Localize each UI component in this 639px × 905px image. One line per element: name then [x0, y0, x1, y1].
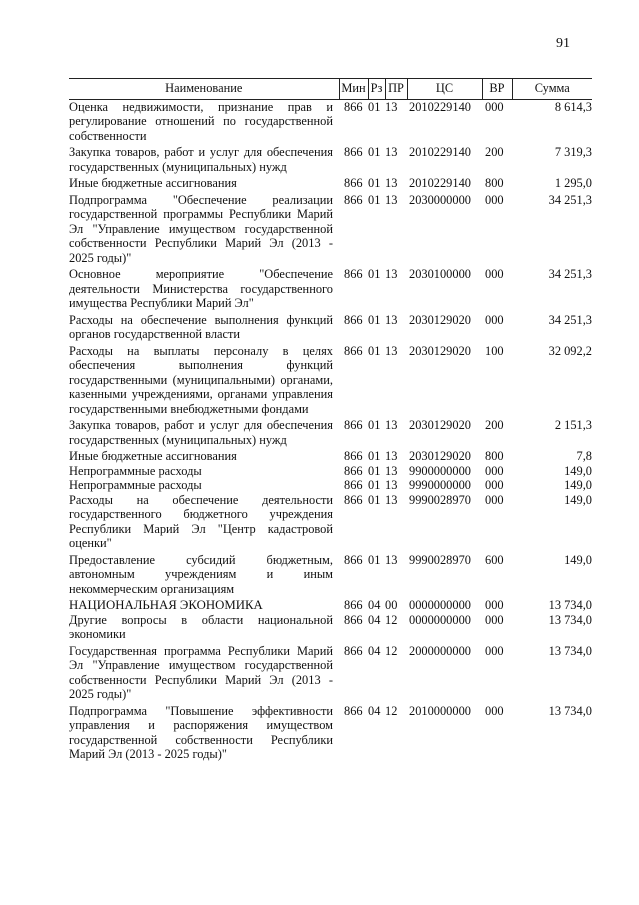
- row-min: 866: [344, 598, 363, 612]
- row-pr: 00: [385, 598, 398, 612]
- row-min: 866: [344, 176, 363, 190]
- row-cs: 2010229140: [409, 145, 471, 159]
- row-pr: 13: [385, 176, 398, 190]
- table-row: [69, 644, 592, 704]
- table-row: [69, 145, 592, 176]
- row-rz: 01: [368, 99, 381, 114]
- row-rz: 01: [368, 418, 381, 432]
- row-vr: 200: [485, 145, 504, 159]
- row-vr: 000: [485, 703, 504, 718]
- row-cs: 2030129020: [409, 312, 471, 327]
- row-name: Закупка товаров, работ и услуг для обеспечения государственных (муниципальных) нужд: [69, 145, 333, 174]
- row-pr: 13: [385, 312, 398, 327]
- row-cs: 2010229140: [409, 99, 471, 114]
- row-cs: 2030129020: [409, 418, 471, 432]
- row-rz: 04: [368, 598, 381, 612]
- row-sum: 149,0: [564, 552, 592, 567]
- row-vr: 000: [485, 492, 504, 507]
- row-rz: 01: [368, 343, 381, 358]
- row-sum: 8 614,3: [554, 99, 592, 114]
- table-header-row: [69, 79, 592, 100]
- row-pr: 13: [385, 99, 398, 114]
- row-pr: 13: [385, 463, 398, 478]
- row-sum: 13 734,0: [548, 643, 592, 658]
- row-rz: 01: [368, 145, 381, 159]
- header-cs: ЦС: [407, 79, 482, 100]
- row-vr: 800: [485, 176, 504, 190]
- row-vr: 600: [485, 552, 504, 567]
- row-name: Государственная программа Республики Марий Эл "Управление имуществом государственной собственности Республики Марий Эл (2013 - 2025 годы)": [69, 643, 333, 701]
- row-vr: 000: [485, 312, 504, 327]
- row-name: Закупка товаров, работ и услуг для обеспечения государственных (муниципальных) нужд: [69, 418, 333, 447]
- row-pr: 13: [385, 478, 398, 492]
- row-rz: 01: [368, 312, 381, 327]
- row-name: Другие вопросы в области национальной экономики: [69, 612, 333, 641]
- row-sum: 7 319,3: [554, 145, 592, 159]
- row-name: НАЦИОНАЛЬНАЯ ЭКОНОМИКА: [69, 598, 263, 612]
- row-name: Непрограммные расходы: [69, 463, 202, 478]
- row-cs: 2010000000: [409, 703, 471, 718]
- row-min: 866: [344, 312, 363, 327]
- row-cs: 2010229140: [409, 176, 471, 190]
- row-vr: 000: [485, 99, 504, 114]
- row-cs: 2030100000: [409, 267, 471, 281]
- row-min: 866: [344, 478, 363, 492]
- budget-table: [69, 78, 592, 762]
- row-vr: 000: [485, 478, 504, 492]
- row-pr: 13: [385, 267, 398, 281]
- row-sum: 34 251,3: [548, 312, 592, 327]
- row-sum: 13 734,0: [548, 703, 592, 718]
- row-sum: 2 151,3: [554, 418, 592, 432]
- row-min: 866: [344, 418, 363, 432]
- row-cs: 0000000000: [409, 598, 471, 612]
- row-vr: 200: [485, 418, 504, 432]
- row-cs: 9990028970: [409, 492, 471, 507]
- row-min: 866: [344, 343, 363, 358]
- row-rz: 01: [368, 492, 381, 507]
- row-name: Иные бюджетные ассигнования: [69, 176, 237, 190]
- table-row: [69, 493, 592, 553]
- row-rz: 01: [368, 192, 381, 207]
- header-name: Наименование: [69, 79, 339, 100]
- row-min: 866: [344, 449, 363, 463]
- table-row: [69, 478, 592, 493]
- header-pr: ПР: [385, 79, 407, 100]
- table-row: [69, 344, 592, 419]
- table-row: [69, 313, 592, 344]
- row-cs: 2000000000: [409, 643, 471, 658]
- row-vr: 000: [485, 267, 504, 281]
- header-min: Мин: [339, 79, 368, 100]
- row-rz: 04: [368, 643, 381, 658]
- row-vr: 800: [485, 449, 504, 463]
- table-row: [69, 193, 592, 268]
- row-rz: 01: [368, 267, 381, 281]
- row-pr: 13: [385, 192, 398, 207]
- row-name: Подпрограмма "Обеспечение реализации государственной программы Республики Марий Эл "Управление имуществом государственной собственности Республики Марий Эл (2013 - 2025 годы)": [69, 192, 333, 265]
- header-vr: ВР: [482, 79, 512, 100]
- row-vr: 000: [485, 643, 504, 658]
- row-cs: 9900000000: [409, 463, 471, 478]
- row-cs: 0000000000: [409, 612, 471, 627]
- row-vr: 000: [485, 598, 504, 612]
- row-pr: 13: [385, 145, 398, 159]
- row-min: 866: [344, 643, 363, 658]
- row-min: 866: [344, 552, 363, 567]
- table-row: [69, 598, 592, 613]
- row-name: Расходы на выплаты персоналу в целях обеспечения выполнения функций государственными (муниципальными) органами, казенными учреждениями, органами управления государственными внебюджетными фондами: [69, 343, 333, 416]
- row-rz: 04: [368, 612, 381, 627]
- row-cs: 9990028970: [409, 552, 471, 567]
- header-rz: Рз: [368, 79, 385, 100]
- row-name: Предоставление субсидий бюджетным, автономным учреждениям и иным некоммерческим организациям: [69, 552, 333, 596]
- table-row: [69, 613, 592, 644]
- table-row: [69, 553, 592, 599]
- row-cs: 2030129020: [409, 449, 471, 463]
- row-min: 866: [344, 612, 363, 627]
- row-sum: 149,0: [564, 492, 592, 507]
- row-name: Непрограммные расходы: [69, 478, 202, 492]
- row-name: Иные бюджетные ассигнования: [69, 449, 237, 463]
- row-sum: 32 092,2: [548, 343, 592, 358]
- row-sum: 149,0: [564, 478, 592, 492]
- header-sum: Сумма: [512, 79, 592, 100]
- table-row: [69, 267, 592, 313]
- table-body: [69, 99, 592, 762]
- row-name: Оценка недвижимости, признание прав и регулирование отношений по государственной собственности: [69, 99, 333, 143]
- row-min: 866: [344, 145, 363, 159]
- row-rz: 04: [368, 703, 381, 718]
- row-pr: 13: [385, 552, 398, 567]
- row-rz: 01: [368, 478, 381, 492]
- row-cs: 9990000000: [409, 478, 471, 492]
- page-number: 91: [556, 36, 570, 51]
- row-pr: 12: [385, 703, 398, 718]
- row-rz: 01: [368, 176, 381, 190]
- row-vr: 000: [485, 612, 504, 627]
- row-vr: 000: [485, 463, 504, 478]
- table-row: [69, 449, 592, 464]
- row-sum: 34 251,3: [548, 192, 592, 207]
- row-vr: 100: [485, 343, 504, 358]
- row-name: Расходы на обеспечение деятельности государственного бюджетного учреждения Республики Марий Эл "Центр кадастровой оценки": [69, 492, 333, 550]
- table-row: [69, 704, 592, 762]
- row-vr: 000: [485, 192, 504, 207]
- row-pr: 12: [385, 612, 398, 627]
- row-rz: 01: [368, 552, 381, 567]
- row-min: 866: [344, 703, 363, 718]
- row-sum: 34 251,3: [548, 267, 592, 281]
- row-min: 866: [344, 99, 363, 114]
- row-min: 866: [344, 267, 363, 281]
- row-name: Расходы на обеспечение выполнения функций органов государственной власти: [69, 312, 333, 341]
- row-pr: 13: [385, 418, 398, 432]
- row-sum: 13 734,0: [548, 612, 592, 627]
- row-cs: 2030000000: [409, 192, 471, 207]
- row-min: 866: [344, 492, 363, 507]
- row-pr: 13: [385, 343, 398, 358]
- row-rz: 01: [368, 463, 381, 478]
- row-name: Подпрограмма "Повышение эффективности управления и распоряжения имуществом государственной собственности Республики Марий Эл (2013 - 2025 годы)": [69, 703, 333, 761]
- table-row: [69, 176, 592, 193]
- row-name: Основное мероприятие "Обеспечение деятельности Министерства государственного имущества Республики Марий Эл": [69, 267, 333, 310]
- row-pr: 12: [385, 643, 398, 658]
- row-rz: 01: [368, 449, 381, 463]
- row-pr: 13: [385, 492, 398, 507]
- table-row: [69, 464, 592, 479]
- row-sum: 149,0: [564, 463, 592, 478]
- table-row: [69, 418, 592, 449]
- row-sum: 13 734,0: [548, 598, 592, 612]
- row-cs: 2030129020: [409, 343, 471, 358]
- table-row: [69, 99, 592, 145]
- row-min: 866: [344, 192, 363, 207]
- row-sum: 7,8: [576, 449, 592, 463]
- row-min: 866: [344, 463, 363, 478]
- row-sum: 1 295,0: [554, 176, 592, 190]
- row-pr: 13: [385, 449, 398, 463]
